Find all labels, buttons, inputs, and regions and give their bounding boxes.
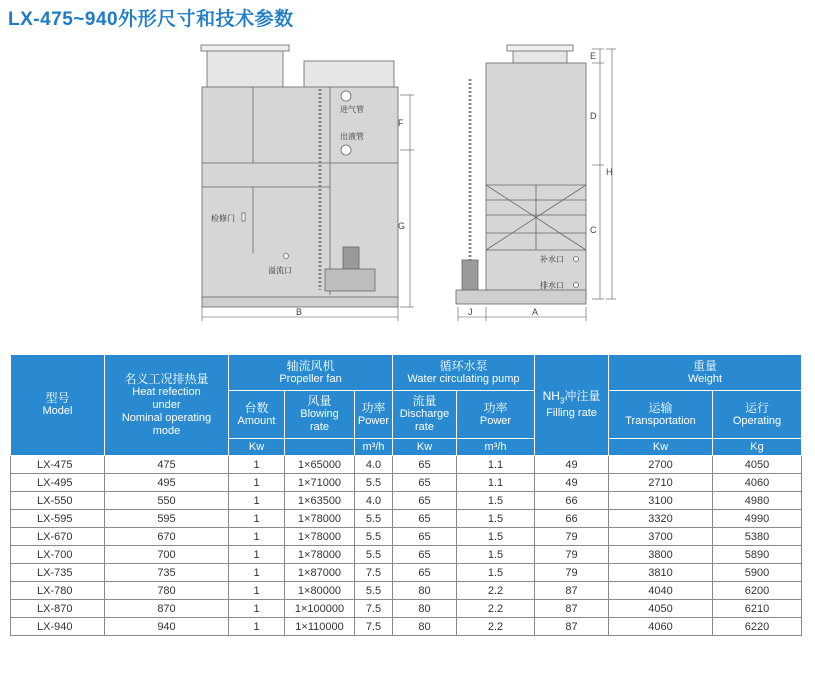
- cell-model: LX-475: [11, 456, 105, 474]
- cell-nh3: 66: [535, 510, 609, 528]
- cell-heat: 700: [105, 546, 229, 564]
- cell-fanpower: 4.0: [355, 492, 393, 510]
- cell-fanpower: 5.5: [355, 546, 393, 564]
- unit-transport: Kg: [713, 439, 802, 456]
- cell-transport: 4040: [609, 582, 713, 600]
- label-access-door: 检修门: [211, 214, 235, 223]
- cell-transport: 3800: [609, 546, 713, 564]
- table-row: [11, 564, 802, 582]
- header-airflow: 风量 Blowing rate: [285, 391, 355, 439]
- cell-fanpower: 5.5: [355, 510, 393, 528]
- cell-heat: 735: [105, 564, 229, 582]
- cell-heat: 495: [105, 474, 229, 492]
- cell-amount: 1: [229, 546, 285, 564]
- header-pump-power: 功率 Power: [457, 391, 535, 439]
- label-drain: 排水口: [540, 281, 564, 290]
- cell-model: LX-670: [11, 528, 105, 546]
- cell-airflow: 1×78000: [285, 546, 355, 564]
- label-makeup: 补水口: [540, 255, 564, 264]
- cell-nh3: 87: [535, 618, 609, 636]
- unit-flow: m³/h: [457, 439, 535, 456]
- label-outlet: 出液管: [340, 132, 364, 141]
- cell-nh3: 79: [535, 528, 609, 546]
- unit-heat: Kw: [229, 439, 285, 456]
- header-weight: 重量 Weight: [609, 355, 802, 391]
- cell-operating: 6220: [713, 618, 802, 636]
- cell-model: LX-870: [11, 600, 105, 618]
- dim-g: G: [398, 221, 406, 231]
- cell-pumppower: 1.5: [457, 510, 535, 528]
- cell-pumppower: 1.1: [457, 474, 535, 492]
- unit-airflow: m³/h: [355, 439, 393, 456]
- dim-j: J: [468, 307, 473, 317]
- cell-flow: 80: [393, 618, 457, 636]
- cell-nh3: 79: [535, 564, 609, 582]
- table-row: [11, 546, 802, 564]
- cell-airflow: 1×87000: [285, 564, 355, 582]
- cell-heat: 940: [105, 618, 229, 636]
- front-view: [201, 45, 398, 307]
- cell-airflow: 1×80000: [285, 582, 355, 600]
- unit-pump-power: Kw: [609, 439, 713, 456]
- cell-transport: 4050: [609, 600, 713, 618]
- cell-flow: 80: [393, 582, 457, 600]
- cell-amount: 1: [229, 600, 285, 618]
- side-view: [456, 45, 586, 304]
- dim-d: D: [590, 111, 597, 121]
- cell-transport: 3100: [609, 492, 713, 510]
- cell-flow: 65: [393, 492, 457, 510]
- unit-amount: [285, 439, 355, 456]
- cell-operating: 5380: [713, 528, 802, 546]
- table-row: [11, 474, 802, 492]
- cell-fanpower: 7.5: [355, 600, 393, 618]
- header-fan-power: 功率 Power: [355, 391, 393, 439]
- cell-nh3: 49: [535, 474, 609, 492]
- cell-nh3: 87: [535, 582, 609, 600]
- cell-flow: 65: [393, 510, 457, 528]
- dim-e: E: [590, 51, 597, 61]
- cell-model: LX-940: [11, 618, 105, 636]
- cell-amount: 1: [229, 528, 285, 546]
- header-nh3: $NH_3$冲注量 Filling rate: [535, 355, 609, 456]
- cell-operating: 5900: [713, 564, 802, 582]
- cell-operating: 4980: [713, 492, 802, 510]
- cell-heat: 780: [105, 582, 229, 600]
- cell-flow: 65: [393, 456, 457, 474]
- cell-fanpower: 5.5: [355, 582, 393, 600]
- cell-airflow: 1×100000: [285, 600, 355, 618]
- cell-operating: 6200: [713, 582, 802, 600]
- table-row: [11, 618, 802, 636]
- dim-f: F: [398, 118, 404, 128]
- cell-pumppower: 1.5: [457, 492, 535, 510]
- label-overflow: 溢流口: [268, 266, 292, 275]
- spec-table: 型号 Model 名义工况排热量 Heat refection under Nominal operating mode 轴流风机 Propeller fan 循环水泵 Water circulating pump $NH_3$冲注量 Filling rate 重量 Weight 台数 Amount 风量 Blowing rate 功率 Power 流量 Discharge rate 功率 Power 运输 Transportation 运行 Operating Kw m³/h Kw m³/h Kw Kg Kg LX-475 475 1 1×65000 4.0 65 1.1 49 2700 4050 LX-495 495 1 1×71000 5.5 65 1.1 49 2710 4060 LX-550 550 1 1×63500 4.0 65 1.5 66 3100 4980 LX-595 595 1 1×78000 5.5 65 1.5 66 3320 4990 LX-670 670 1 1×78000 5.5 65 1.5 79 3700 5380 LX-700 700 1 1×78000 5.5 65 1.5 79 3800 5890 LX-735 735 1 1×87000 7.5 65 1.5 79 3810 5900 LX-780 780 1 1×80000 5.5 80 2.2 87 4040 6200 LX-870 870 1 1×100000 7.5 80 2.2 87 4050 6210 LX-940 940 1 1×110000 7.5 80 2.2 87 4060 6220: [10, 354, 802, 636]
- cell-nh3: 79: [535, 546, 609, 564]
- label-inlet: 进气管: [340, 105, 364, 114]
- cell-airflow: 1×78000: [285, 510, 355, 528]
- page-title: LX-475~940外形尺寸和技术参数: [8, 9, 294, 30]
- cell-operating: 4050: [713, 456, 802, 474]
- header-model: 型号 Model: [11, 355, 105, 456]
- header-fan: 轴流风机 Propeller fan: [229, 355, 393, 391]
- cell-transport: 3810: [609, 564, 713, 582]
- cell-pumppower: 2.2: [457, 582, 535, 600]
- cell-amount: 1: [229, 582, 285, 600]
- cell-transport: 2710: [609, 474, 713, 492]
- cell-transport: 3320: [609, 510, 713, 528]
- cell-operating: 5890: [713, 546, 802, 564]
- cell-pumppower: 1.1: [457, 456, 535, 474]
- header-amount: 台数 Amount: [229, 391, 285, 439]
- cell-pumppower: 1.5: [457, 564, 535, 582]
- cell-fanpower: 4.0: [355, 456, 393, 474]
- dimension-drawing: [0, 35, 812, 325]
- table-row: [11, 456, 802, 474]
- cell-flow: 65: [393, 528, 457, 546]
- cell-heat: 670: [105, 528, 229, 546]
- cell-fanpower: 5.5: [355, 474, 393, 492]
- dim-a: A: [532, 307, 539, 317]
- dim-h: H: [606, 167, 613, 177]
- cell-flow: 65: [393, 474, 457, 492]
- header-operating: 运行 Operating: [713, 391, 802, 439]
- header-flow: 流量 Discharge rate: [393, 391, 457, 439]
- cell-airflow: 1×71000: [285, 474, 355, 492]
- cell-transport: 3700: [609, 528, 713, 546]
- cell-pumppower: 1.5: [457, 546, 535, 564]
- cell-flow: 80: [393, 600, 457, 618]
- cell-pumppower: 1.5: [457, 528, 535, 546]
- header-pump: 循环水泵 Water circulating pump: [393, 355, 535, 391]
- cell-operating: 4060: [713, 474, 802, 492]
- table-row: [11, 600, 802, 618]
- cell-fanpower: 5.5: [355, 528, 393, 546]
- cell-model: LX-735: [11, 564, 105, 582]
- cell-transport: 4060: [609, 618, 713, 636]
- cell-amount: 1: [229, 456, 285, 474]
- cell-pumppower: 2.2: [457, 600, 535, 618]
- cell-airflow: 1×78000: [285, 528, 355, 546]
- cell-heat: 870: [105, 600, 229, 618]
- cell-amount: 1: [229, 510, 285, 528]
- dim-c: C: [590, 225, 597, 235]
- table-row: [11, 582, 802, 600]
- cell-model: LX-700: [11, 546, 105, 564]
- cell-operating: 6210: [713, 600, 802, 618]
- header-transport: 运输 Transportation: [609, 391, 713, 439]
- cell-model: LX-780: [11, 582, 105, 600]
- cell-heat: 595: [105, 510, 229, 528]
- cell-model: LX-595: [11, 510, 105, 528]
- cell-transport: 2700: [609, 456, 713, 474]
- table-row: [11, 528, 802, 546]
- cell-pumppower: 2.2: [457, 618, 535, 636]
- dim-b: B: [296, 307, 303, 317]
- cell-nh3: 87: [535, 600, 609, 618]
- cell-model: LX-495: [11, 474, 105, 492]
- cell-nh3: 66: [535, 492, 609, 510]
- cell-amount: 1: [229, 618, 285, 636]
- cell-model: LX-550: [11, 492, 105, 510]
- cell-airflow: 1×110000: [285, 618, 355, 636]
- cell-heat: 550: [105, 492, 229, 510]
- cell-nh3: 49: [535, 456, 609, 474]
- cell-fanpower: 7.5: [355, 564, 393, 582]
- cell-amount: 1: [229, 474, 285, 492]
- unit-fan-power: Kw: [393, 439, 457, 456]
- table-row: [11, 510, 802, 528]
- cell-amount: 1: [229, 492, 285, 510]
- header-heat: 名义工况排热量 Heat refection under Nominal operating mode: [105, 355, 229, 456]
- cell-flow: 65: [393, 564, 457, 582]
- spec-table-body: [11, 456, 802, 636]
- cell-fanpower: 7.5: [355, 618, 393, 636]
- cell-amount: 1: [229, 564, 285, 582]
- cell-airflow: 1×65000: [285, 456, 355, 474]
- cell-airflow: 1×63500: [285, 492, 355, 510]
- cell-flow: 65: [393, 546, 457, 564]
- cell-heat: 475: [105, 456, 229, 474]
- cell-operating: 4990: [713, 510, 802, 528]
- table-row: [11, 492, 802, 510]
